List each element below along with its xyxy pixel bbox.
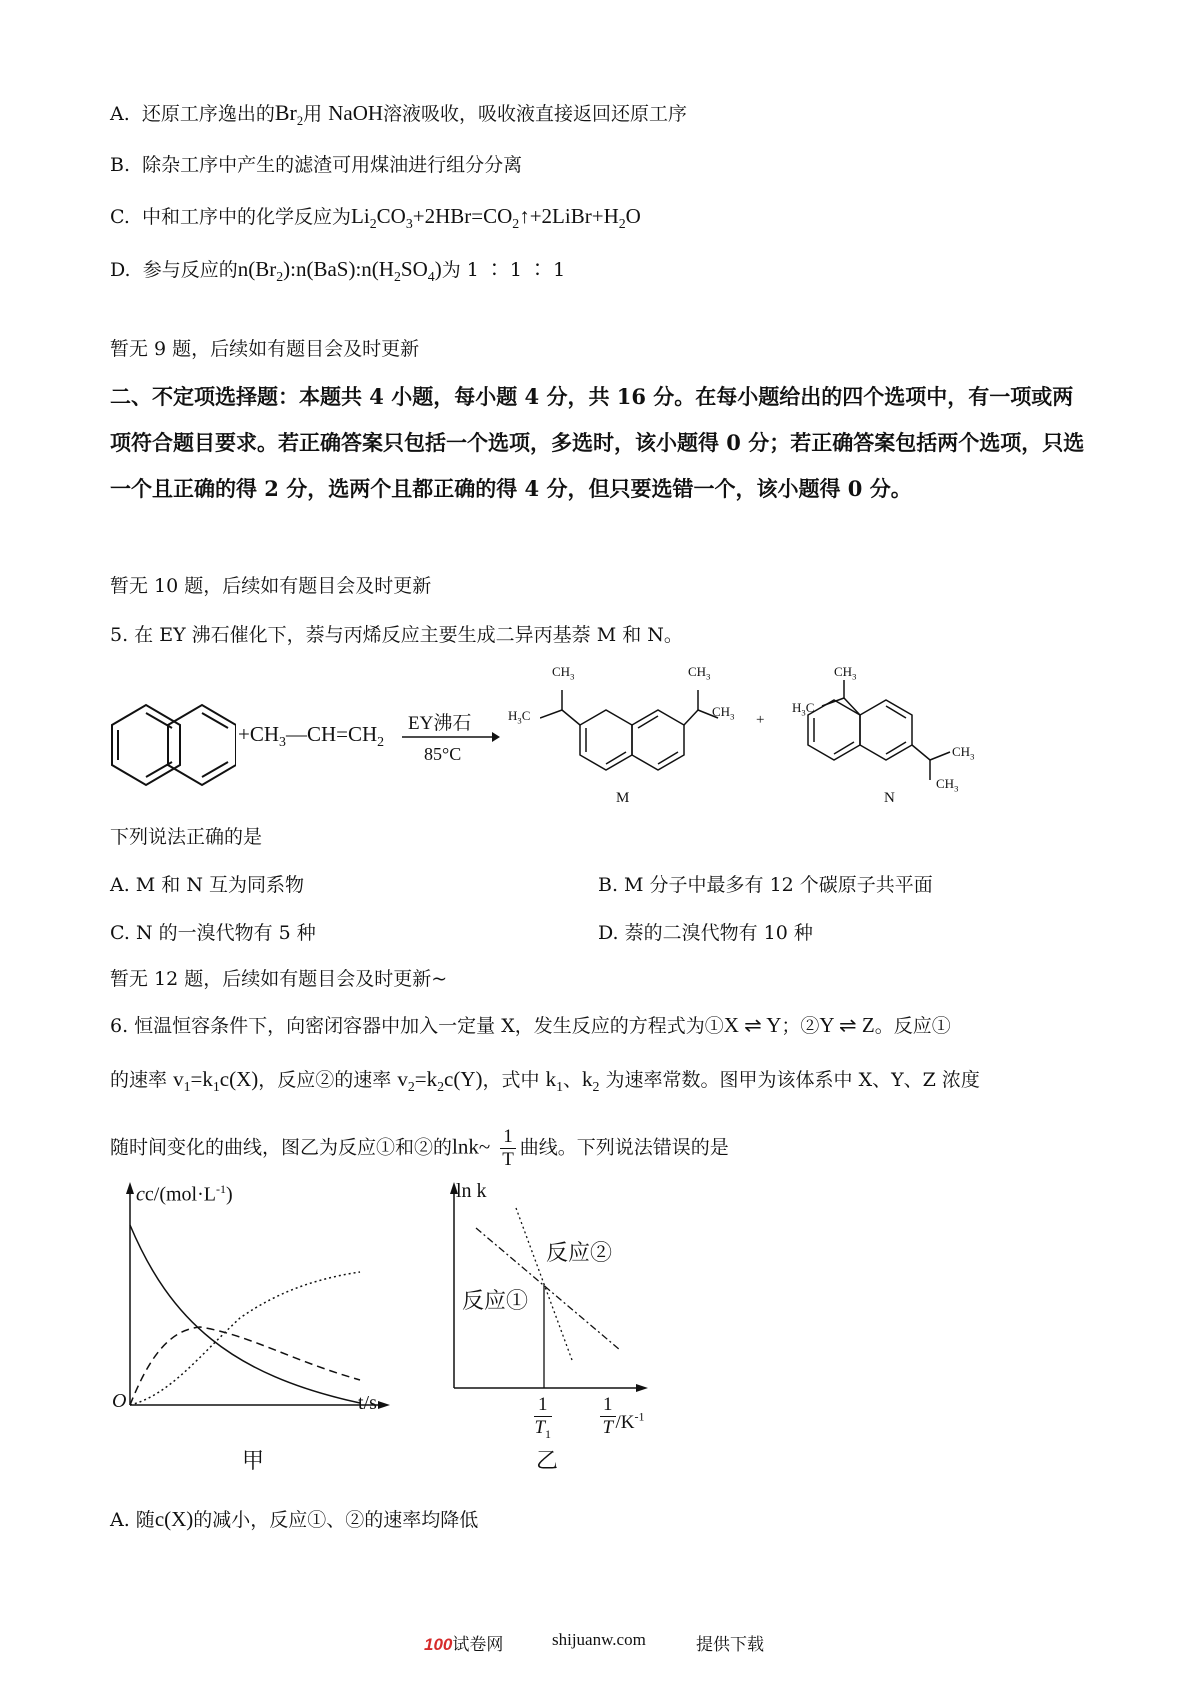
reaction-arrow: [400, 730, 500, 744]
yi-y-label: ln k: [456, 1180, 487, 1202]
naphthalene-structure: [106, 690, 236, 800]
temperature-label: 85°C: [424, 744, 462, 764]
n-ch3-bottom: $CH_3$: [936, 776, 959, 794]
q5-option-d: D. 萘的二溴代物有 10 种: [598, 922, 813, 944]
m-top-ch3-left: $CH_3$: [552, 664, 575, 682]
jia-origin: O: [112, 1390, 127, 1412]
footer-logo: 100试卷网: [424, 1635, 504, 1655]
product-n-structure: [800, 680, 990, 800]
jia-x-label: t/s: [358, 1392, 377, 1414]
m-top-ch3-right: $CH_3$: [688, 664, 711, 682]
q5-question: 下列说法正确的是: [110, 826, 263, 848]
n-top-ch3: $CH_3$: [834, 664, 857, 682]
m-h3c: $H_3C$: [508, 708, 531, 726]
yi-caption: 乙: [536, 1449, 559, 1474]
q6-line3: 随时间变化的曲线，图乙为反应①和②的lnk~ $\frac{1}{T}$ 曲线。下列说法错误的是: [110, 1126, 729, 1170]
notice-10: 暂无 10 题，后续如有题目会及时更新: [110, 575, 432, 597]
q4-option-a: A. 还原工序逸出的$Br_2$用 NaOH溶液吸收，吸收液直接返回还原工序: [110, 100, 688, 128]
footer-url[interactable]: shijuanw.com: [552, 1630, 646, 1649]
q5-option-c: C. N 的一溴代物有 5 种: [110, 922, 316, 944]
jia-caption: 甲: [242, 1449, 265, 1474]
q6-line2: 的速率 $v_1=k_1c(X)$，反应②的速率 $v_2=k_2c(Y)$，式中 $k_1$、$k_2$ 为速率常数。图甲为该体系中 X、Y、Z 浓度: [110, 1067, 980, 1095]
curve-y-dashed: [130, 1327, 360, 1405]
notice-12: 暂无 12 题，后续如有题目会及时更新~: [110, 968, 448, 990]
graph-jia: [110, 1180, 410, 1420]
n-h3c: $H_3C$: [792, 700, 815, 718]
yi-x-label: $\frac{1}{T}$ $/K^{-1}$: [600, 1394, 645, 1439]
q5-stem: 5. 在 EY 沸石催化下，萘与丙烯反应主要生成二异丙基萘 M 和 N。: [110, 624, 683, 646]
q5-option-a: A. M 和 N 互为同系物: [110, 874, 304, 896]
logo-100: 100: [424, 1635, 453, 1654]
label-m: M: [616, 790, 630, 806]
product-m-structure: [540, 690, 740, 790]
curve-x-solid: [130, 1225, 360, 1403]
q6-fraction: $\frac{1}{T}$: [502, 1126, 514, 1170]
yi-t1-tick: 1 $T_1$: [534, 1394, 552, 1441]
label-n: N: [884, 790, 895, 806]
q5-option-b: B. M 分子中最多有 12 个碳原子共平面: [598, 874, 933, 896]
q6-line1: 6. 恒温恒容条件下，向密闭容器中加入一定量 X，发生反应的方程式为①X ⇌ Y；②Y ⇌ Z。反应①: [110, 1013, 951, 1037]
q6-option-a: A. 随c(X)的减小，反应①、②的速率均降低: [110, 1507, 479, 1531]
propylene-formula: $+CH_3—CH=CH_2$: [238, 722, 385, 750]
catalyst-label: EY沸石: [408, 713, 472, 734]
footer-download: 提供下载: [696, 1635, 764, 1655]
q4-option-b: B. 除杂工序中产生的滤渣可用煤油进行组分分离: [110, 154, 523, 176]
section2-heading: 二、不定项选择题：本题共 4 小题，每小题 4 分，共 16 分。在每小题给出的四个选项中，有一项或两项符合题目要求。若正确答案只包括一个选项，多选时，该小题得 0 分；若正确答案包括两个选项，只选一个且正确的得 2 分，选两个且都正确的得 4 分，但只要选错一个，该小题得 0 分。: [110, 384, 1085, 501]
notice-9: 暂无 9 题，后续如有题目会及时更新: [110, 338, 420, 360]
jia-y-label: $cc/(mol\cdot L^{-1})$: [136, 1182, 233, 1206]
m-ch3-right: $CH_3$: [712, 704, 735, 722]
label-reaction1: 反应①: [462, 1289, 529, 1314]
q4-option-c: C. 中和工序中的化学反应为$Li_2CO_3+2HBr=CO_2↑+2LiBr+H_2O$: [110, 204, 641, 232]
n-ch3-right: $CH_3$: [952, 744, 975, 762]
label-reaction2: 反应②: [546, 1241, 613, 1266]
products-plus: +: [756, 712, 765, 728]
q4-option-d: D. 参与反应的$n(Br_2):n(BaS):n(H_2SO_4)$为 1 ∶ 1 ∶ 1: [110, 257, 566, 285]
